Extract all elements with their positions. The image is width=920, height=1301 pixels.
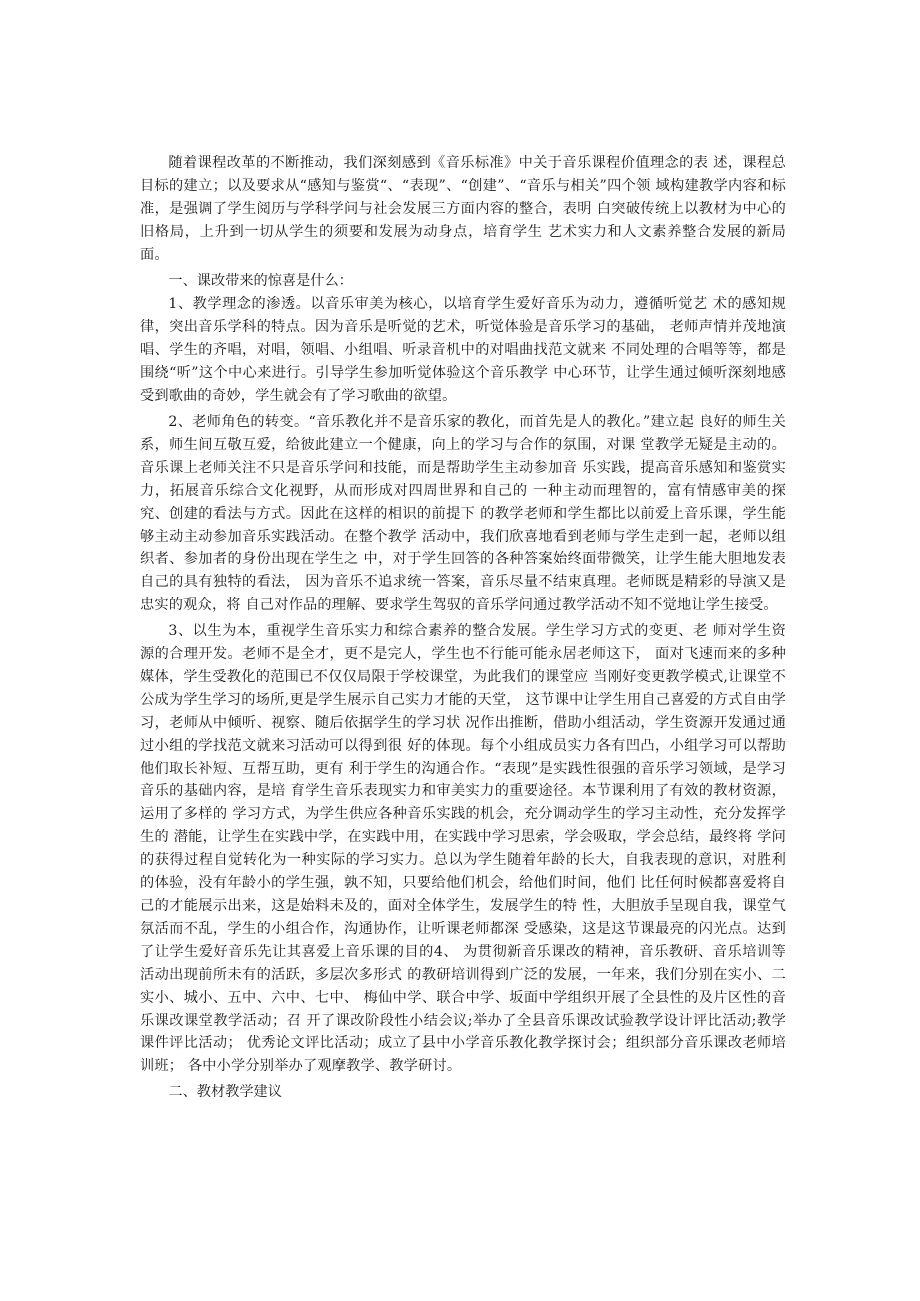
- document-page: [140, 152, 786, 1105]
- intro-paragraph: 随着课程改革的不断推动，我们深刻感到《音乐标准》中关于音乐课程价值理念的表 述，课程总目标的建立；以及要求从“感知与鉴赏“、“表现”、“创建”、“音乐与相关”四个领 域构建教学内容和标准，是强调了学生阅历与学科学问与社会发展三方面内容的整合，表明 白突破传统上以教材为中心的旧格局，上升到一切从学生的须要和发展为动身点，培育学生 艺术实力和人文素养整合发展的新局面。: [140, 155, 786, 263]
- point-3-paragraph: 3、以生为本，重视学生音乐实力和综合素养的整合发展。学生学习方式的变更、老 师对学生资源的合理开发。老师不是全才，更不是完人，学生也不行能可能永居老师这下， 面对飞速而来的多种媒体，学生受教化的范围已不仅仅局限于学校课堂，为此我们的课堂应 当刚好变更教学模式,让课堂不公成为学生学习的场所,更是学生展示自己实力才能的天堂， 这节课中让学生用自己喜爱的方式自由学习，老师从中倾听、视察、随后依据学生的学习状 况作出推断，借助小组活动，学生资源开发通过通过小组的学找范文就来习活动可以得到很 好的体现。每个小组成员实力各有凹凸，小组学习可以帮助他们取长补短、互帮互助，更有 利于学生的沟通合作。“表现”是实践性很强的音乐学习领域，是学习音乐的基础内容，是培 育学生音乐表现实力和审美实力的重要途径。本节课利用了有效的教材资源，运用了多样的 学习方式，为学生供应各种音乐实践的机会，充分调动学生的学习主动性，充分发挥学生的 潜能，让学生在实践中学，在实践中用，在实践中学习思索，学会吸取，学会总结，最终将 学问的获得过程自觉转化为一种实际的学习实力。总以为学生随着年龄的长大，自我表现的意识，对胜利的体验，没有年龄小的学生强，孰不知，只要给他们机会，给他们时间，他们 比任何时候都喜爱将自己的才能展示出来，这是始料未及的，面对全体学生，发展学生的特 性，大胆放手呈现自我，课堂气氛活而不乱，学生的小组合作，沟通协作，让听课老师都深 受感染，这是这节课最亮的闪光点。达到了让学生爱好音乐先让其喜爱上音乐课的目的4、 为贯彻新音乐课改的精神，音乐教研、音乐培训等活动出现前所未有的活跃，多层次多形式 的教研培训得到广泛的发展，一年来，我们分别在实小、二实小、城小、五中、六中、七中、 梅仙中学、联合中学、坂面中学组织开展了全县性的及片区性的音乐课改课堂教学活动；召 开了课改阶段性小结会议;举办了全县音乐课改试验教学设计评比活动;教学课件评比活动； 优秀论文评比活动；成立了县中小学音乐教化教学探讨会；组织部分音乐课改老师培训班； 各中小学分别举办了观摩教学、教学研讨。: [140, 623, 786, 1075]
- point-1-paragraph: 1、教学理念的渗透。以音乐审美为核心，以培育学生爱好音乐为动力，遵循听觉艺 术的感知规律，突出音乐学科的特点。因为音乐是听觉的艺术，听觉体验是音乐学习的基础， 老师声情并茂地演唱、学生的齐唱，对唱，领唱、小组唱、听录音机中的对唱曲找范文就来 不同处理的合唱等等，都是围绕“听”这个中心来进行。引导学生参加听觉体验这个音乐教学 中心环节，让学生通过倾听深刻地感受到歌曲的奇妙，学生就会有了学习歌曲的欲望。: [140, 296, 786, 405]
- point-2-paragraph: 2、老师角色的转变。“音乐教化并不是音乐家的教化，而首先是人的教化。”建立起 良好的师生关系，师生间互敬互爱，给彼此建立一个健康，向上的学习与合作的氛围，对课 堂教学无疑是主动的。音乐课上老师关注不只是音乐学问和技能，而是帮助学生主动参加音 乐实践，提高音乐感知和鉴赏实力，拓展音乐综合文化视野，从而形成对四周世界和自己的 一种主动而理智的，富有情感审美的探究、创建的看法与方式。因此在这样的相识的前提下 的教学老师和学生都比以前爱上音乐课，学生能够主动主动参加音乐实践活动。在整个教学 活动中，我们欣喜地看到老师与学生走到一起，老师以组织者、参加者的身份出现在学生之 中，对于学生回答的各种答案始终面带微笑，让学生能大胆地发表自己的具有独特的看法， 因为音乐不追求统一答案，音乐尽量不结束真理。老师既是精彩的导演又是忠实的观众，将 自己对作品的理解、要求学生驾驭的音乐学问通过教学活动不知不觉地让学生接受。: [140, 413, 786, 614]
- section-heading-1: 一、课改带来的惊喜是什么：: [168, 272, 353, 289]
- section-heading-2: 二、教材教学建议: [168, 1084, 282, 1101]
